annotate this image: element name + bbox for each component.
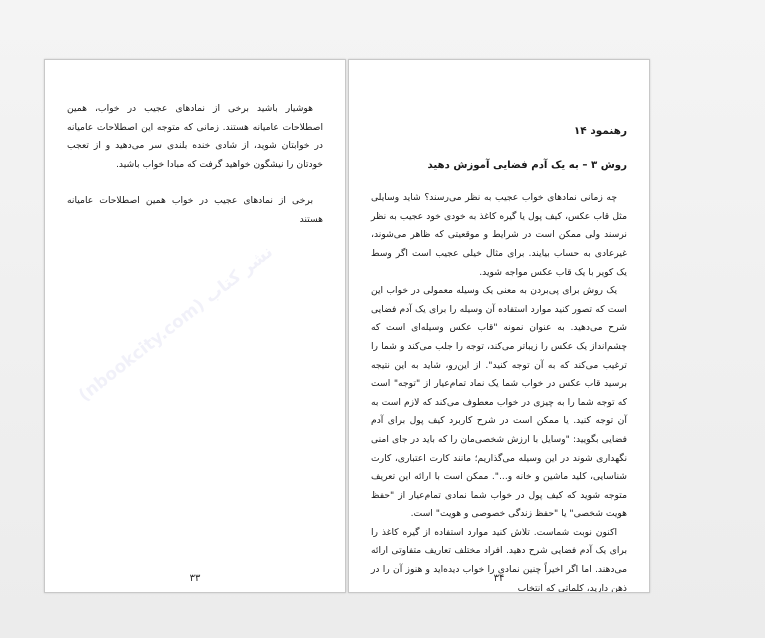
paragraph: چه زمانی نمادهای خواب عجیب به نظر می‌رسند؟ شاید وسایلی مثل قاب عکس، کیف پول یا گیره کاغذ به خودی خود عجیب به نظر نرسند ولی ممکن است در شرایط و موقعیتی که ظاهر می‌شوند، غیرعادی به حساب بیایند. برای مثال خیلی عجیب است اگر وسط یک کویر با یک قاب عکس مواجه شوید.: [371, 192, 627, 278]
page-number: ۳۳: [189, 573, 201, 584]
chapter-heading: رهنمود ۱۴: [573, 125, 627, 137]
paragraph: یک روش برای پی‌بردن به معنی یک وسیله معمولی در خواب این است که تصور کنید موارد استفاده آن وسیله را برای یک آدم فضایی شرح می‌دهید. به عنوان نمونه "قاب عکس وسیله‌ای است که چشم‌انداز یک عکس را زیباتر می‌کند، توجه را جلب می‌کند و شما را ترغیب می‌کند که به آن توجه کنید". از این‌رو، شاید به این نتیجه برسید قاب عکس در خواب شما یک نماد تمام‌عیار از "توجه" است که توجه شما را به چیزی در خواب معطوف می‌کند که لازم است به آن توجه کنید. یا ممکن است در شرح کاربرد کیف پول برای آدم فضایی بگویید: "وسایل با ارزش شخصی‌مان را که باید در جای امنی نگهداری شوند در این وسیله می‌گذاریم؛ مانند کارت اعتباری، کارت شناسایی، کلید ماشین و خانه و...". ممکن است با ارائه این تعریف متوجه شوید که کیف پول در خواب شما نمادی تمام‌عیار از "حفظ هویت شخصی" یا "حفظ زندگی خصوصی و هویت" است.: [371, 285, 627, 520]
section-heading: روش ۳ – به یک آدم فضایی آموزش دهید: [427, 159, 627, 171]
page-34: [348, 59, 650, 593]
page-34-content: [371, 122, 627, 593]
page-33: [44, 59, 346, 593]
paragraph: هوشیار باشید برخی از نمادهای عجیب در خواب، همین اصطلاحات عامیانه هستند. زمانی که متوجه این اصطلاحات عامیانه در خوابتان شوید، از شادی خنده بلندی سر می‌دهید و از تعجب خودتان را نیشگون خواهید گرفت که مبادا خواب باشید.: [67, 103, 323, 170]
paragraph: برخی از نمادهای عجیب در خواب همین اصطلاحات عامیانه هستند: [67, 195, 323, 225]
watermark: نشر کتاب (nbookcity.com): [75, 242, 277, 406]
page-number: ۳۴: [493, 573, 505, 584]
page-33-content: [67, 100, 323, 230]
paragraph: اکنون نوبت شماست. تلاش کنید موارد استفاده از گیره کاغذ را برای یک آدم فضایی شرح دهید. افراد مختلف تعاریف متفاوتی ارائه می‌دهند. اما اگر اخیراً چنین نمادی را خواب دیده‌اید و هنوز آن را در ذهن دارید، کلماتی که انتخاب: [371, 526, 627, 593]
